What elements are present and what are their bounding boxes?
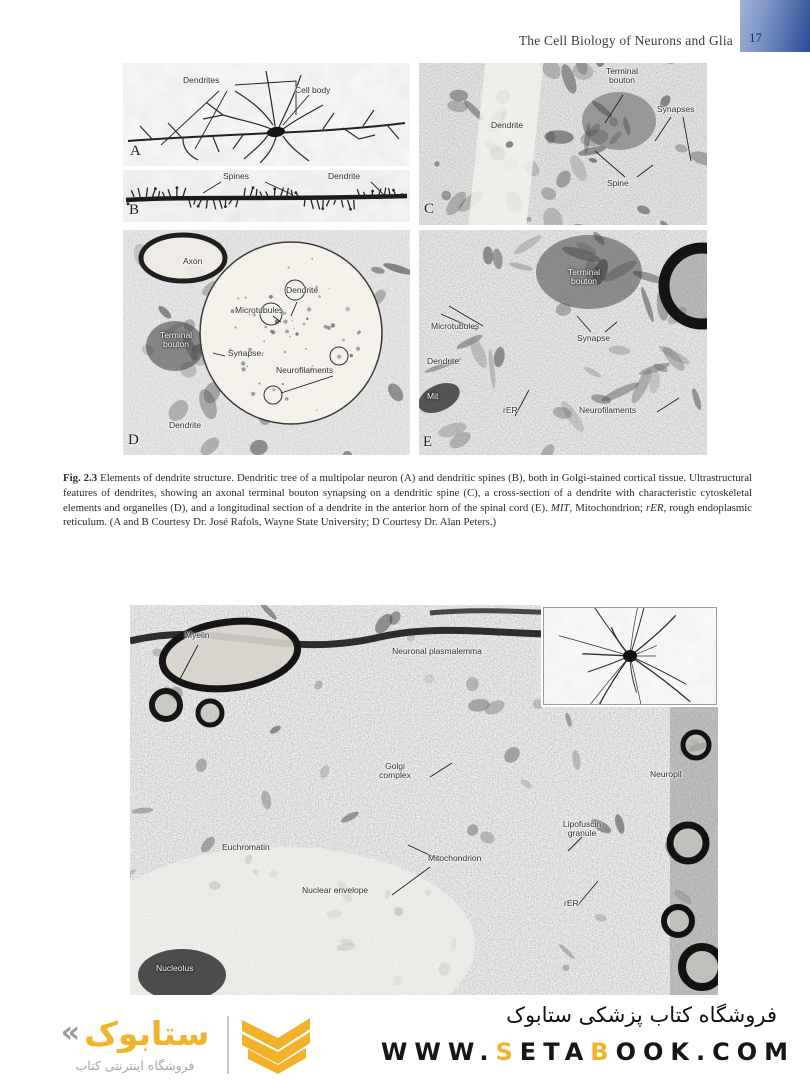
caption-abbr-mit: MIT (550, 501, 570, 514)
website-url (381, 1038, 795, 1066)
logo-subtitle: فروشگاه اینترنتی کتاب (75, 1058, 195, 1073)
label-lipofuscin-granule: Lipofuscin granule (562, 819, 602, 839)
micrograph-drawing (544, 608, 716, 704)
url-accent-s: S (495, 1038, 520, 1066)
label-spine: Spine (607, 178, 629, 188)
label-synapse: Synapse (577, 333, 611, 343)
caption-body-1: Elements of dendrite structure. Dendritic tree of a multipolar neuron (A) and dendritic spines (B), both in Golgi-stained cortical tissue. Ultrastructural features of dendrites, showing an axonal terminal bouton synapsing on a dendritic spine (C), a cross-section of a dendrite with characteristic cytoskeletal elements and organelles (D), and a longitudinal section of a dendrite in the anterior horn of the spinal cord (E). (63, 471, 753, 514)
label-nucleolus: Nucleolus (156, 963, 194, 973)
micrograph-drawing (419, 230, 707, 455)
golgi-neuron-inset (543, 607, 717, 705)
panel-d-em-dendrite-cross-section (123, 230, 410, 455)
label-neuropil: Neuropil (650, 769, 682, 779)
label-dendrites: Dendrites (183, 75, 220, 85)
figure-caption (63, 471, 752, 531)
label-axon: Axon (183, 256, 203, 266)
caption-body-3: , rough endoplasmic reticulum. (A and B Courtesy Dr. José Rafols, Wayne State University; D Courtesy Dr. Alan Peters.) (63, 501, 753, 529)
bottom-micrograph-neuron-soma (130, 605, 718, 995)
url-part: OOK.COM (615, 1038, 795, 1066)
label-neuronal-plasmalemma: Neuronal plasmalemma (392, 646, 482, 656)
label-dendrite: Dendrite (286, 285, 319, 295)
micrograph-drawing (123, 63, 410, 166)
caption-body-2: , Mitochondrion; (569, 501, 647, 514)
label-nuclear-envelope: Nuclear envelope (302, 885, 369, 895)
label-terminal-bouton: Terminal bouton (567, 267, 601, 287)
panel-c-em-spine-synapse (419, 63, 707, 225)
panel-letter-b: B (129, 202, 140, 218)
label-neurofilaments: Neurofilaments (276, 365, 334, 375)
page-number: 17 (749, 30, 762, 45)
url-part: ETA (519, 1038, 591, 1066)
label-neurofilaments: Neurofilaments (579, 405, 637, 415)
logo-wordmark: ستابوک (84, 1013, 210, 1053)
label-terminal-bouton: Terminal bouton (605, 66, 639, 86)
panel-letter-d: D (128, 432, 139, 448)
label-dendrite: Dendrite (328, 171, 361, 181)
label-terminal-bouton: Terminal bouton (159, 330, 193, 350)
setabook-logo-block (55, 1010, 215, 1080)
page-number-box (740, 0, 810, 52)
caption-fig-label: Fig. 2.3 (63, 471, 98, 484)
label-dendrite-2: Dendrite (169, 420, 202, 430)
label-euchromatin: Euchromatin (222, 842, 270, 852)
running-title: The Cell Biology of Neurons and Glia (518, 33, 733, 48)
micrograph-drawing (123, 170, 410, 222)
label-dendrite: Dendrite (491, 120, 524, 130)
label-synapse: Synapse (228, 348, 262, 358)
label-synapses: Synapses (657, 104, 695, 114)
label-dendrite: Dendrite (427, 356, 460, 366)
label-spines: Spines (223, 171, 249, 181)
label-myelin: Myelin (185, 630, 210, 640)
store-title-fa: فروشگاه کتاب پزشکی ستابوک (506, 1003, 777, 1027)
caption-abbr-rer: rER (646, 501, 664, 514)
label-microtubules: Microtubules (431, 321, 480, 331)
panel-letter-c: C (424, 201, 435, 217)
url-part: WWW. (380, 1038, 496, 1066)
panel-b-dendritic-spines (123, 170, 410, 222)
panel-e-em-dendrite-longitudinal (419, 230, 707, 455)
label-rer: rER (503, 405, 518, 415)
micrograph-drawing (419, 63, 707, 225)
footer-divider (227, 1016, 229, 1074)
label-microtubules: Microtubules (235, 305, 284, 315)
label-mit: Mit (427, 391, 439, 401)
chevron-emblem-icon (240, 1018, 312, 1074)
label-golgi-complex: Golgi complex (379, 761, 411, 781)
figure-2-3-panels (123, 63, 707, 455)
panel-letter-e: E (423, 434, 433, 450)
logo-chevrons-icon: « (60, 1015, 81, 1050)
panel-a-golgi-neuron (123, 63, 410, 166)
label-mitochondrion: Mitochondrion (428, 853, 482, 863)
label-rer: rER (564, 898, 579, 908)
panel-letter-a: A (130, 143, 141, 159)
label-cell-body: Cell body (295, 85, 331, 95)
url-accent-b: B (590, 1038, 616, 1066)
